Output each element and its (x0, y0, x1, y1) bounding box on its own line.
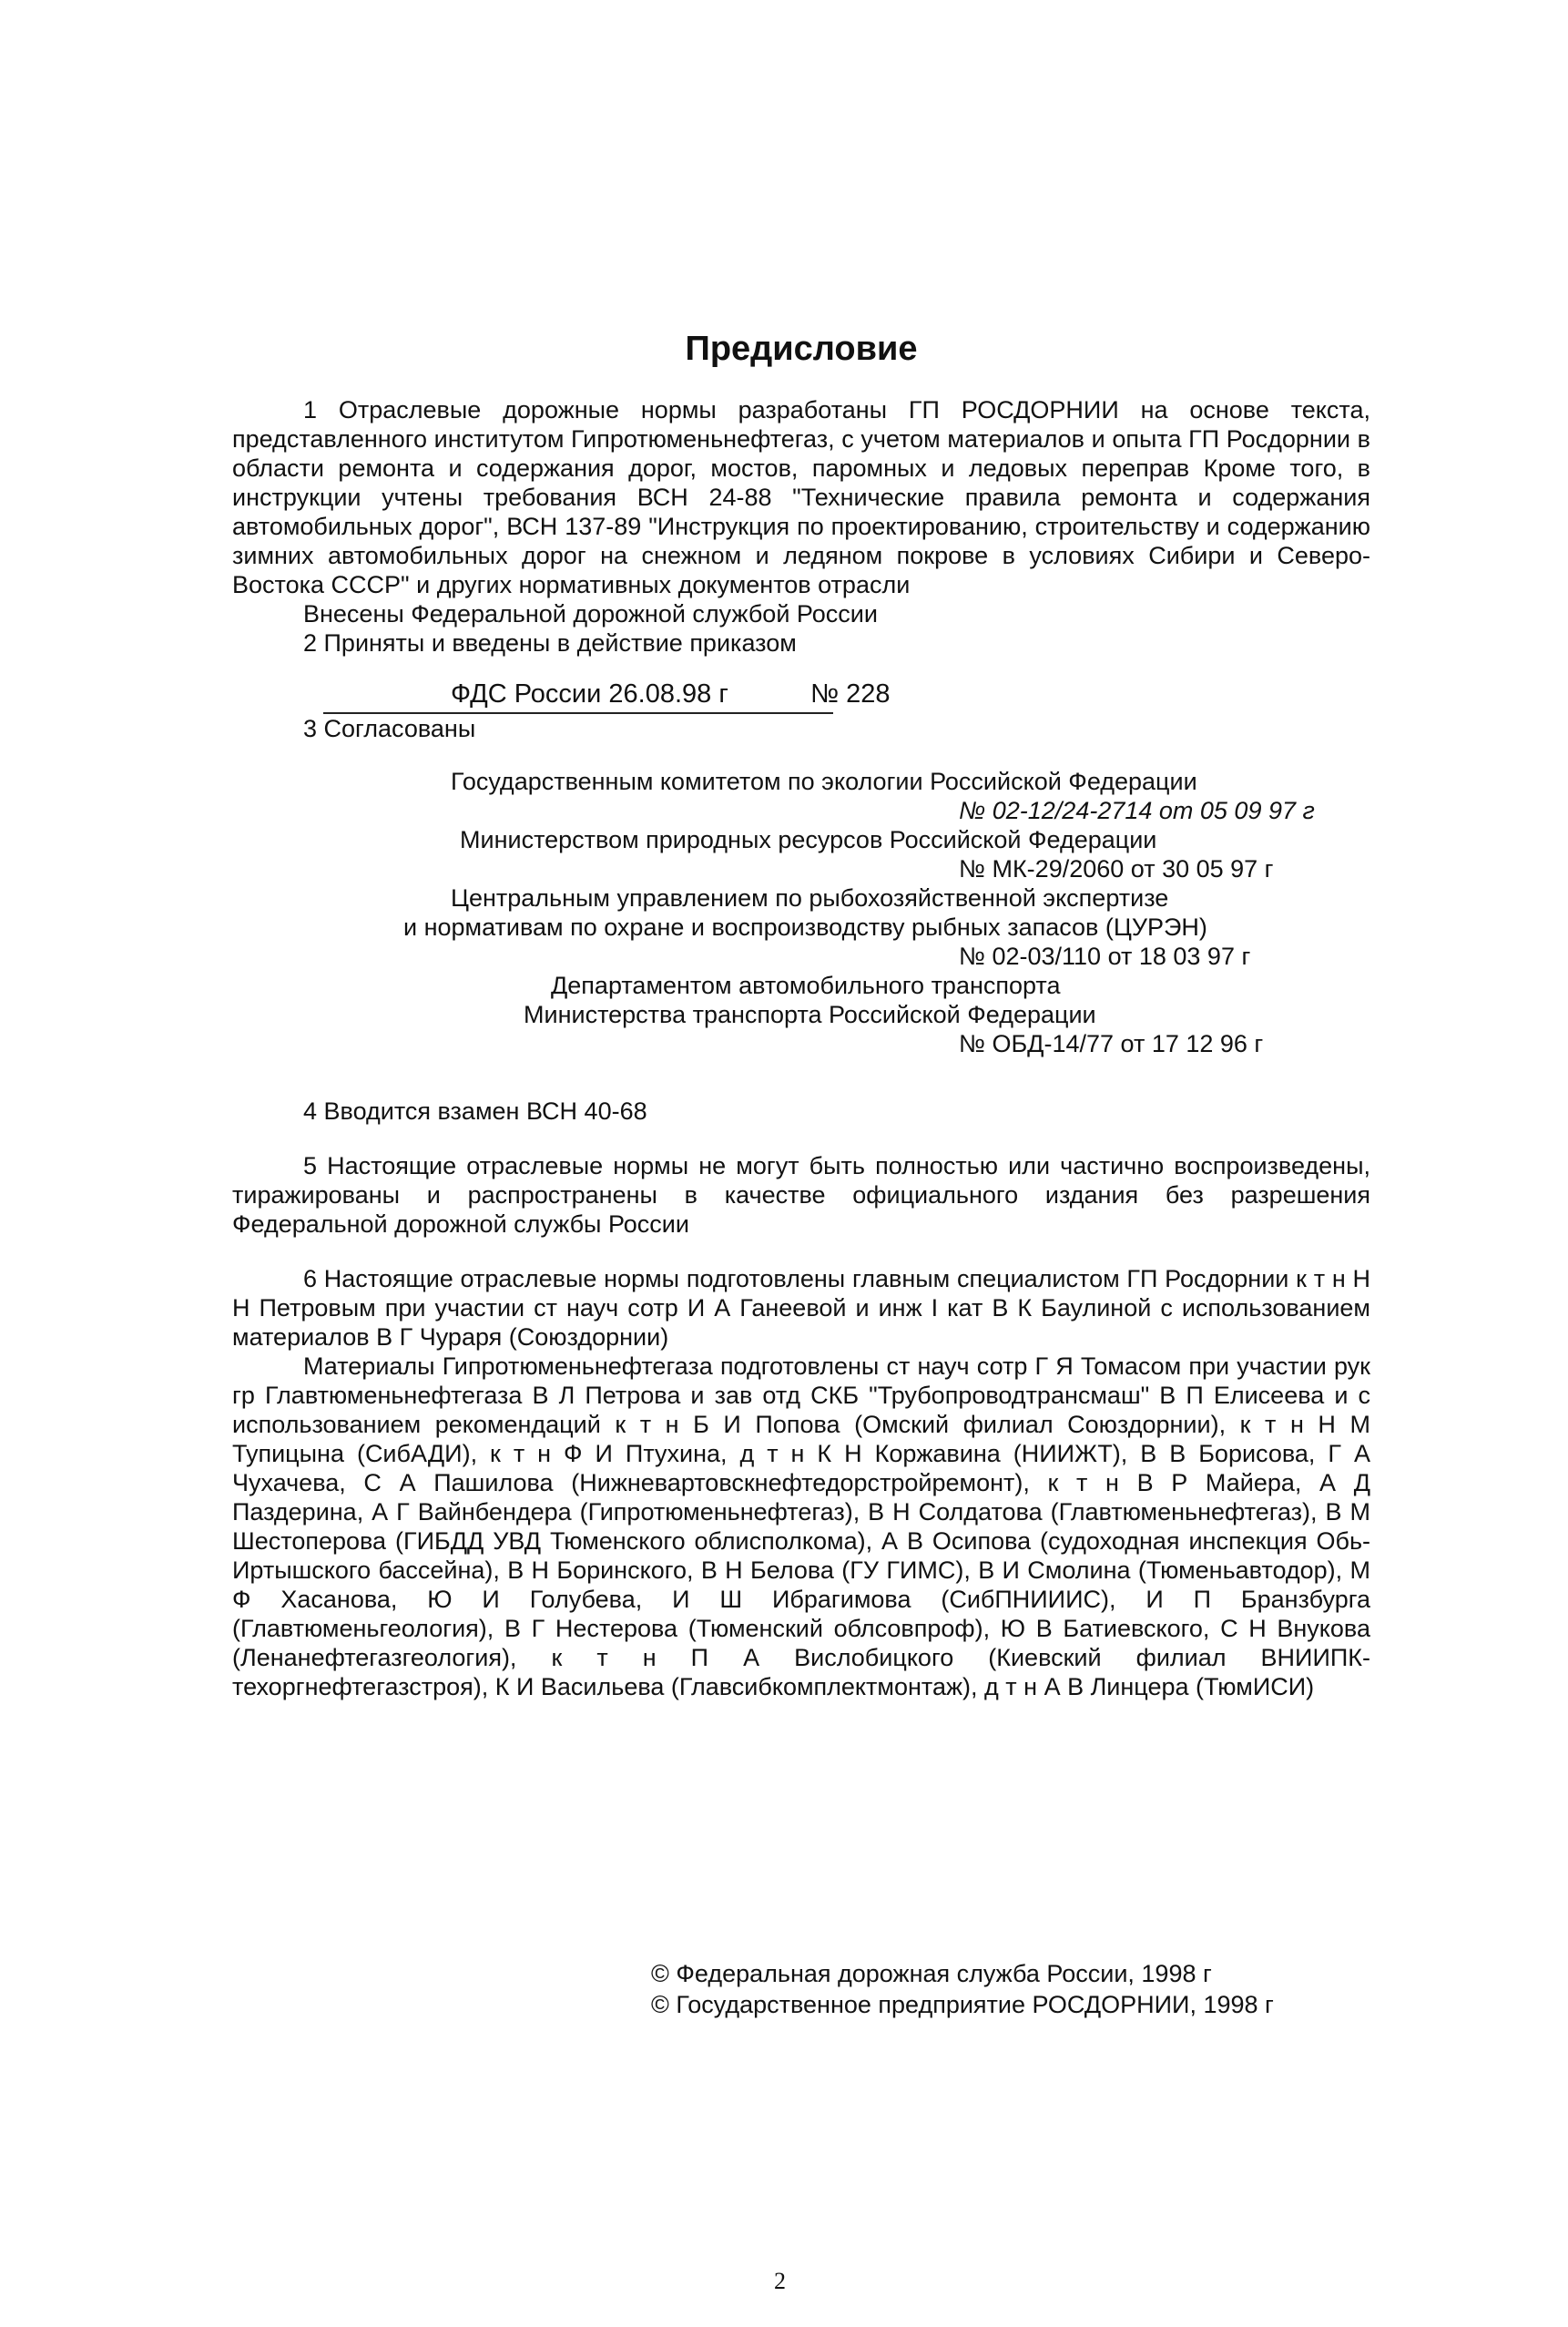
section-4-line: 4 Вводится взамен ВСН 40-68 (303, 1097, 647, 1125)
agreement-tsuren-ref: № 02-03/110 от 18 03 97 г (959, 943, 1251, 970)
section-3-heading: 3 Согласованы (303, 715, 476, 742)
section-5-paragraph: 5 Настоящие отраслевые нормы не могут быть полностью или частично воспроизведены, тиражированы и распространены в качестве официального издания без разрешения Федеральной дорожной службы России (232, 1152, 1370, 1238)
order-reference-line (323, 676, 891, 714)
copyright-block (651, 1958, 1274, 2020)
section-2-heading: 2 Приняты и введены в действие приказом (303, 629, 797, 657)
introduced-by-line: Внесены Федеральной дорожной службой России (303, 600, 878, 628)
document-page (232, 328, 1370, 1701)
agreement-autotransport-line1: Департаментом автомобильного транспорта (551, 972, 1061, 999)
agreement-autotransport-line2: Министерства транспорта Российской Федерации (524, 1001, 1096, 1028)
section-1-paragraph: 1 Отраслевые дорожные нормы разработаны ГП РОСДОРНИИ на основе текста, представленного институтом Гипротюменьнефтегаз, с учетом материалов и опыта ГП Росдорнии в области ремонта и содержания дорог, мостов, паромных и ледовых переправ Кроме того, в инструкции учтены требования ВСН 24-88 "Технические правила ремонта и содержания автомобильных дорог", ВСН 137-89 "Инструкция по проектированию, строительству и содержанию зимних автомобильных дорог на снежном и ледяном покрове в условиях Сибири и Северо-Востока СССР" и других нормативных документов отрасли (232, 396, 1370, 598)
page-number: 2 (774, 2268, 786, 2294)
agreement-minprirody: Министерством природных ресурсов Российской Федерации (460, 826, 1157, 853)
agreement-goskomekologii: Государственным комитетом по экологии Российской Федерации (451, 768, 1197, 795)
agreement-tsuren-line2: и нормативам по охране и воспроизводству рыбных запасов (ЦУРЭН) (403, 913, 1207, 941)
section-6-paragraph: 6 Настоящие отраслевые нормы подготовлены главным специалистом ГП Росдорнии к т н Н Н Петровым при участии ст науч сотр И А Ганеевой и инж I кат В К Баулиной с использованием материалов В Г Чураря (Союздорнии) (232, 1265, 1370, 1351)
agreement-minprirody-ref: № МК-29/2060 от 30 05 97 г (959, 855, 1274, 883)
agreement-autotransport-ref: № ОБД-14/77 от 17 12 96 г (959, 1030, 1264, 1057)
section-6-materials-paragraph: Материалы Гипротюменьнефтегаза подготовлены ст науч сотр Г Я Томасом при участии рук гр Главтюменьнефтегаза В Л Петрова и зав отд СКБ "Трубопроводтрансмаш" В П Елисеева и с использованием рекомендаций к т н Б И Попова (Омский филиал Союздорнии), к т н Н М Тупицына (СибАДИ), к т н Ф И Птухина, д т н К Н Коржавина (НИИЖТ), В В Борисова, Г А Чухачева, С А Пашилова (Нижневартовскнефтедорстройремонт), к т н В Р Майера, А Д Паздерина, А Г Вайнбендера (Гипротюменьнефтегаз), В Н Солдатова (Главтюменьнефтегаз), В М Шестоперова (ГИБДД УВД Тюменского облисполкома), А В Осипова (судоходная инспекция Обь-Иртышского бассейна), В Н Боринского, В Н Белова (ГУ ГИМС), В И Смолина (Тюменьавтодор), М Ф Хасанова, Ю И Голубева, И Ш Ибрагимова (СибПНИИИС), И П Бранзбурга (Главтюменьгеология), В Г Нестерова (Тюменский облсовпроф), Ю В Батиевского, С Н Внукова (Ленанефтегазгеология), к т н П А Вислобицкого (Киевский филиал ВНИИПК-техоргнефтегазстроя), К И Васильева (Главсибкомплектмонтаж), д т н А В Линцера (ТюмИСИ) (232, 1352, 1370, 1700)
order-org-date: ФДС России 26.08.98 г (451, 679, 728, 709)
copyright-fds: © Федеральная дорожная служба России, 1998 г (651, 1960, 1212, 1987)
copyright-rosdornii: © Государственное предприятие РОСДОРНИИ, 1998 г (651, 1991, 1274, 2018)
order-number: № 228 (810, 679, 891, 709)
agreements-list (232, 761, 1370, 1144)
page-title: Предисловие (685, 330, 918, 368)
agreement-tsuren-line1: Центральным управлением по рыбохозяйственной экспертизе (451, 884, 1169, 912)
agreement-goskomekologii-ref: № 02-12/24-2714 от 05 09 97 г (959, 797, 1315, 824)
